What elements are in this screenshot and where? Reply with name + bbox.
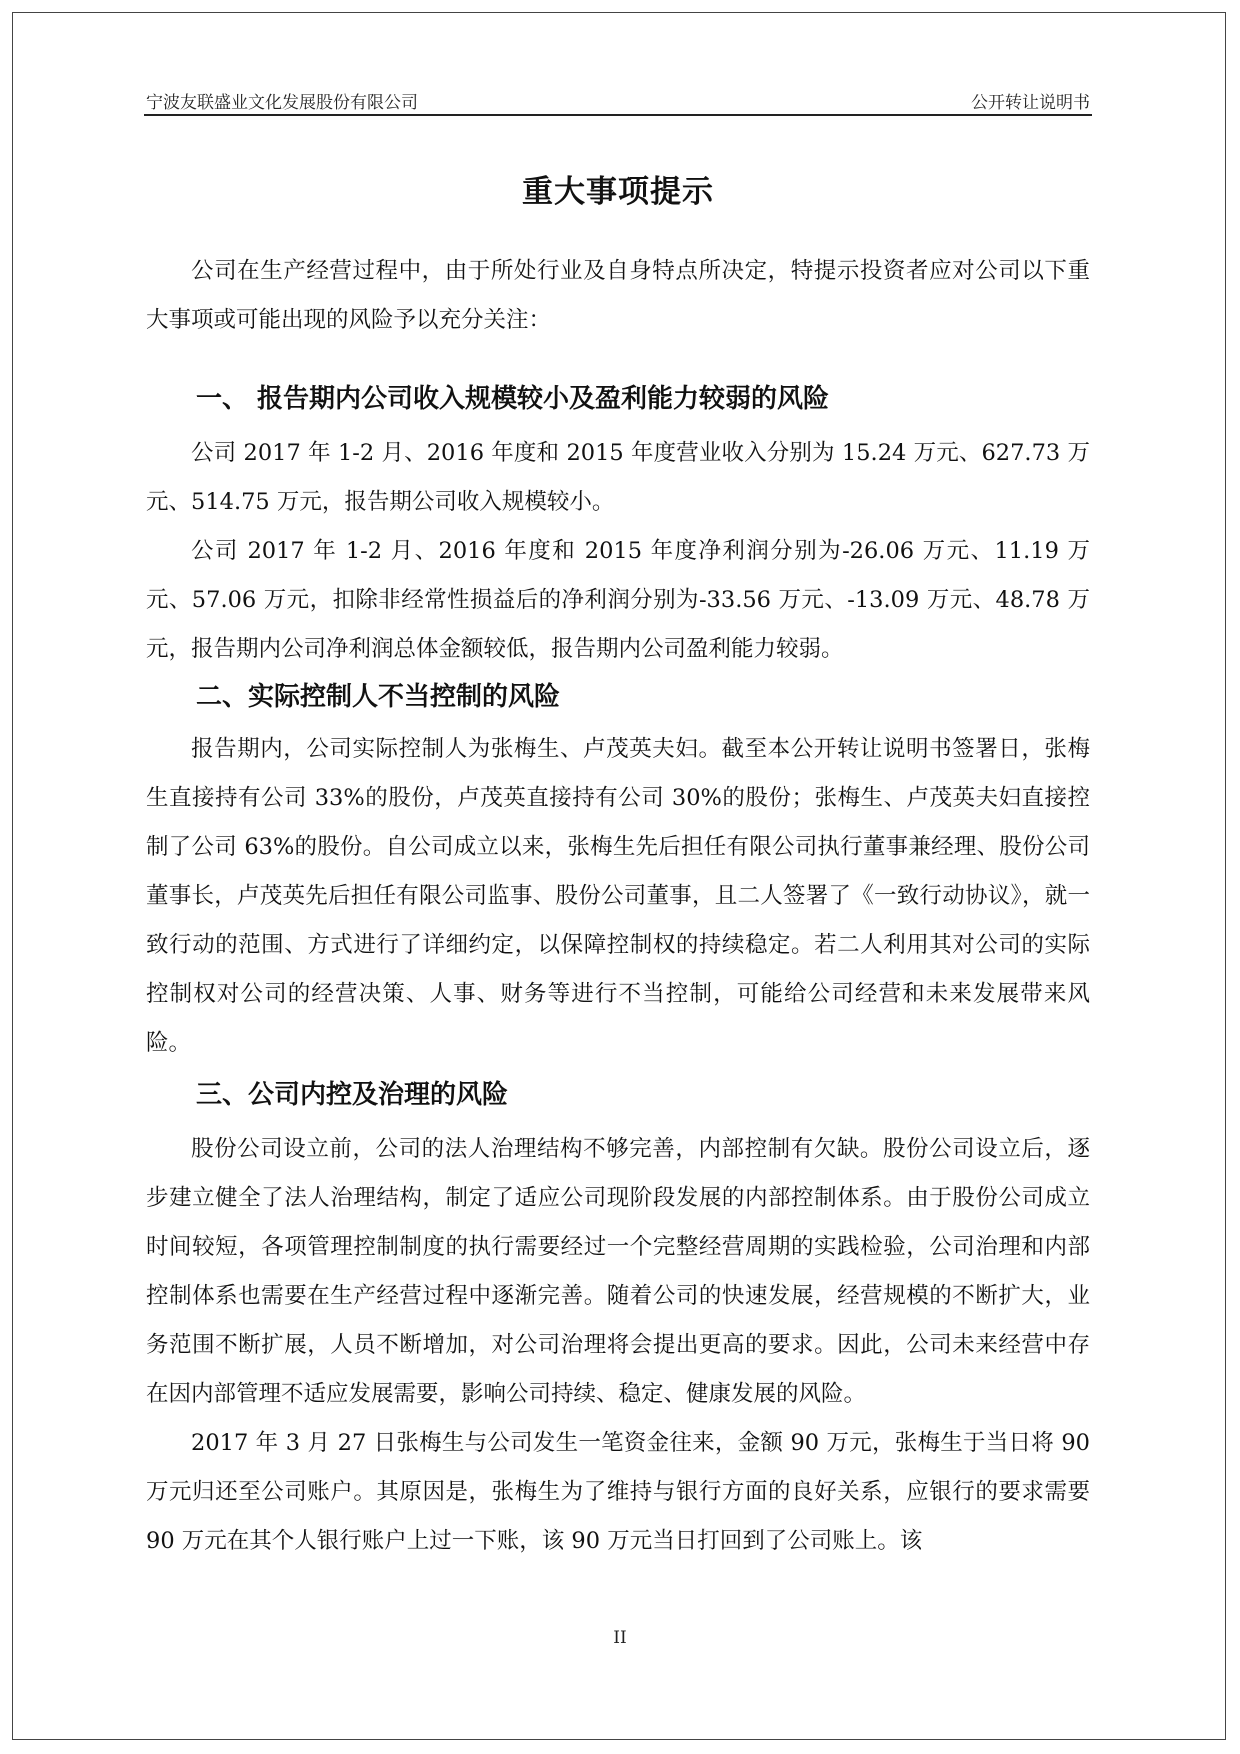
header-company-name: 宁波友联盛业文化发展股份有限公司 <box>146 93 418 113</box>
section-3-paragraph-1: 股份公司设立前，公司的法人治理结构不够完善，内部控制有欠缺。股份公司设立后，逐步建立健全了法人治理结构，制定了适应公司现阶段发展的内部控制体系。由于股份公司成立时间较短，各项管理控制制度的执行需要经过一个完整经营周期的实践检验，公司治理和内部控制体系也需要在生产经营过程中逐渐完善。随着公司的快速发展，经营规模的不断扩大，业务范围不断扩展，人员不断增加，对公司治理将会提出更高的要求。因此，公司未来经营中存在因内部管理不适应发展需要，影响公司持续、稳定、健康发展的风险。 <box>146 1136 1090 1407</box>
page-number: II <box>613 1628 627 1648</box>
section-heading-2: 二、实际控制人不当控制的风险 <box>196 682 561 712</box>
page-header <box>144 86 1092 116</box>
section-1-body <box>146 429 1090 662</box>
intro-paragraph: 公司在生产经营过程中，由于所处行业及自身特点所决定，特提示投资者应对公司以下重大事项或可能出现的风险予以充分关注： <box>146 258 1090 333</box>
page-title: 重大事项提示 <box>522 174 714 210</box>
header-document-type: 公开转让说明书 <box>971 93 1090 113</box>
intro-block <box>146 247 1090 345</box>
section-heading-1: 一、 报告期内公司收入规模较小及盈利能力较弱的风险 <box>196 384 830 414</box>
section-2-paragraph-1: 报告期内，公司实际控制人为张梅生、卢茂英夫妇。截至本公开转让说明书签署日，张梅生直接持有公司 33%的股份，卢茂英直接持有公司 30%的股份；张梅生、卢茂英夫妇直接控制了公司 63%的股份。自公司成立以来，张梅生先后担任有限公司执行董事兼经理、股份公司董事长，卢茂英先后担任有限公司监事、股份公司董事，且二人签署了《一致行动协议》，就一致行动的范围、方式进行了详细约定，以保障控制权的持续稳定。若二人利用其对公司的实际控制权对公司的经营决策、人事、财务等进行不当控制，可能给公司经营和未来发展带来风险。 <box>146 736 1090 1056</box>
section-3-body <box>146 1125 1090 1615</box>
section-3-paragraph-2: 2017 年 3 月 27 日张梅生与公司发生一笔资金往来，金额 90 万元，张梅生于当日将 90 万元归还至公司账户。其原因是，张梅生为了维持与银行方面的良好关系，应银行的要求需要 90 万元在其个人银行账户上过一下账，该 90 万元当日打回到了公司账上。该 <box>146 1430 1090 1554</box>
section-2-body <box>146 725 1090 1068</box>
section-1-paragraph-2: 公司 2017 年 1-2 月、2016 年度和 2015 年度净利润分别为-26.06 万元、11.19 万元、57.06 万元，扣除非经常性损益后的净利润分别为-33.56 万元、-13.09 万元、48.78 万元，报告期内公司净利润总体金额较低，报告期内公司盈利能力较弱。 <box>146 538 1090 662</box>
section-heading-3: 三、公司内控及治理的风险 <box>196 1080 509 1110</box>
section-1-paragraph-1: 公司 2017 年 1-2 月、2016 年度和 2015 年度营业收入分别为 15.24 万元、627.73 万元、514.75 万元，报告期公司收入规模较小。 <box>146 440 1090 515</box>
